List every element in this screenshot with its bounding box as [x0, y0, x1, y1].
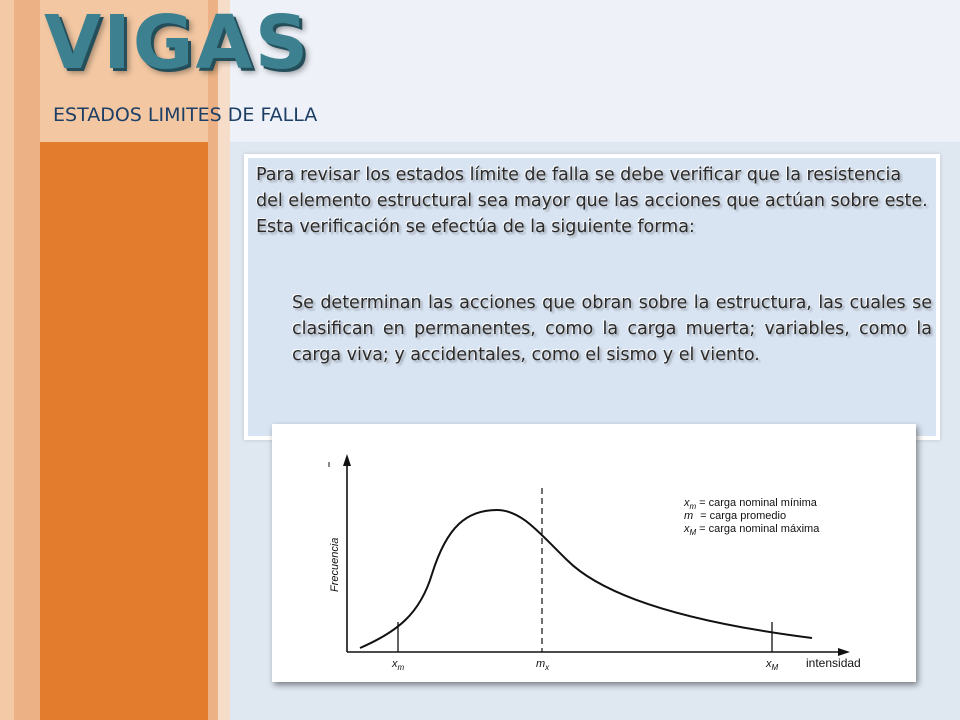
tick-label-xM: $x_M$ — [766, 658, 779, 672]
decor-stripe-peach — [14, 0, 40, 720]
decor-stripe-light — [0, 0, 14, 720]
decor-stripe-orange — [40, 142, 208, 720]
legend-item-xM: $x_M$ = carga nominal máxima — [684, 523, 820, 537]
slide-title: VIGAS — [44, 0, 311, 86]
legend — [683, 497, 820, 537]
legend-item-m: m = carga promedio — [684, 510, 787, 522]
content-box — [244, 154, 940, 440]
y-axis — [343, 454, 351, 652]
tick-label-xm: $x_m$ — [392, 658, 405, 672]
intro-paragraph: Para revisar los estados límite de falla se debe verificar que la resistencia del elemento estructural sea mayor que las acciones que actúan sobre este. Esta verificación se efectúa de la siguiente forma: — [256, 165, 928, 237]
header-band — [230, 0, 960, 142]
load-distribution-figure — [272, 424, 916, 682]
distribution-chart — [272, 424, 916, 682]
y-axis-label: Frecuencia — [329, 537, 341, 592]
tick-label-mx: $m_x$ — [536, 658, 550, 672]
legend-item-xm: $x_m$ = carga nominal mínima — [684, 497, 817, 511]
actions-paragraph: Se determinan las acciones que obran sobre la estructura, las cuales se clasifican en permanentes, como la carga muerta; variables, como la carga viva; y accidentales, como el sismo y el viento. — [292, 293, 932, 365]
x-axis — [347, 648, 850, 656]
x-axis-label: intensidad — [806, 656, 861, 670]
slide-subtitle: ESTADOS LIMITES DE FALLA — [53, 104, 318, 126]
